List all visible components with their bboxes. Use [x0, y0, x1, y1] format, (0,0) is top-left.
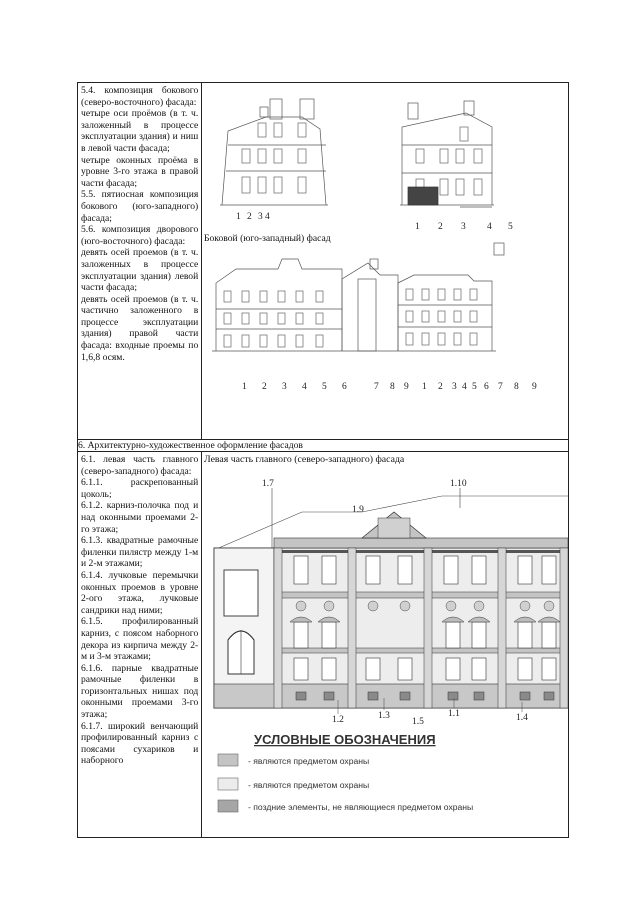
axis-label: 3 [258, 212, 263, 222]
callout-label: 1.10 [450, 479, 467, 489]
section6-text [78, 452, 201, 767]
section5-row [78, 83, 569, 440]
axis-label: 8 [390, 382, 395, 392]
axis-label: 2 [247, 212, 252, 222]
legend-swatch [218, 754, 238, 766]
text-6-1-7: 6.1.7. широкий венчающий профилированный карниз с поясами сухариков и наборного [81, 720, 199, 767]
section5-drawings [202, 83, 568, 439]
legend-swatch [218, 778, 238, 790]
section5-text-cell [78, 83, 202, 440]
northeast-facade-drawing [220, 99, 328, 205]
section6-drawing [202, 452, 568, 837]
text-6-1-4: 6.1.4. лучковые перемычки оконных проемов в уровне 2-ого этажа, лучковые сандрики над ними; [81, 569, 199, 616]
southwest-facade-axes [415, 222, 513, 232]
legend [218, 732, 473, 812]
axis-label: 9 [404, 382, 409, 392]
axis-label: 7 [498, 382, 503, 392]
axis-label: 6 [484, 382, 489, 392]
callout-label: 1.3 [378, 711, 391, 721]
text-5-4: 5.4. композиция бокового (северо-восточного) фасада: [81, 85, 199, 108]
text-5-4-b: четыре оконных проёма в уровне 3-го этажа в правой части фасада; [81, 154, 199, 189]
document-table [77, 82, 569, 838]
text-5-5: 5.5. пятиосная композиция бокового (юго-западного) фасада; [81, 189, 199, 224]
axis-label: 2 [438, 222, 443, 232]
legend-item-label: - являются предметом охраны [248, 780, 370, 790]
southwest-facade-drawing [400, 101, 494, 207]
main-facade-caption: Левая часть главного (северо-западного) фасада [204, 454, 405, 465]
text-5-6: 5.6. композиция дворового (юго-восточного) фасада: [81, 224, 199, 247]
axis-label: 3 [461, 222, 466, 232]
callout-label: 1.7 [262, 479, 275, 489]
axis-label: 4 [265, 212, 270, 222]
axis-label: 5 [508, 222, 513, 232]
northeast-facade-axes [236, 212, 270, 222]
axis-label: 2 [262, 382, 267, 392]
axis-label: 2 [438, 382, 443, 392]
axis-label: 4 [462, 382, 467, 392]
text-6-1-6: 6.1.6. парные квадратные рамочные филенки в горизонтальных нишах под оконными проемами 3-го этажа; [81, 662, 199, 721]
callout-label: 1.4 [516, 713, 529, 723]
section5-text [78, 83, 201, 363]
text-6-1-1: 6.1.1. раскрепованный цоколь; [81, 477, 199, 500]
yard-facade-axes [242, 382, 537, 392]
text-6-1-3: 6.1.3. квадратные рамочные филенки пилястр между 1-м и 2-м этажами; [81, 535, 199, 570]
axis-label: 3 [452, 382, 457, 392]
section5-drawings-cell [202, 83, 569, 440]
axis-label: 1 [415, 222, 420, 232]
legend-item-label: - являются предметом охраны [248, 756, 370, 766]
text-6-1-5: 6.1.5. профилированный карниз, с поясом наборного декора из кирпича между 2-м и 3-м этажами; [81, 616, 199, 663]
text-5-6-b: девять осей проемов (в т. ч. частично заложенного в процессе эксплуатации здания) правой части фасада: входные проемы по 1,6,8 осям. [81, 293, 199, 363]
axis-label: 5 [472, 382, 477, 392]
text-5-6-a: девять осей проемов (в т. ч. заложенных в процессе эксплуатации здания) левой части фасада; [81, 247, 199, 294]
section6-header-row [78, 440, 569, 452]
axis-label: 1 [242, 382, 247, 392]
legend-item-label: - поздние элементы, не являющиеся предметом охраны [248, 802, 474, 812]
section6-header: 6. Архитектурно-художественное оформление фасадов [78, 440, 569, 452]
callout-label: 1.9 [352, 505, 365, 515]
axis-label: 5 [322, 382, 327, 392]
axis-label: 4 [487, 222, 492, 232]
axis-label: 8 [514, 382, 519, 392]
text-6-1: 6.1. левая часть главного (северо-западного) фасада: [81, 454, 199, 477]
legend-swatch [218, 800, 238, 812]
callout-label: 1.5 [412, 717, 425, 727]
yard-facade-drawing [212, 243, 504, 351]
section6-text-cell [78, 452, 202, 838]
section6-row [78, 452, 569, 838]
southwest-facade-caption: Боковой (юго-западный) фасад [204, 233, 331, 244]
axis-label: 9 [532, 382, 537, 392]
section6-drawing-cell [202, 452, 569, 838]
axis-label: 7 [374, 382, 379, 392]
text-5-4-a: четыре оси проёмов (в т. ч. заложенный в процессе эксплуатации здания) и ниш в левой части фасада; [81, 108, 199, 154]
callout-label: 1.1 [448, 709, 461, 719]
axis-label: 1 [422, 382, 427, 392]
main-facade-elevation [214, 479, 568, 727]
axis-label: 6 [342, 382, 347, 392]
text-6-1-2: 6.1.2. карниз-полочка под и над оконными проемами 2-го этажа; [81, 500, 199, 535]
axis-label: 4 [302, 382, 307, 392]
axis-label: 1 [236, 212, 241, 222]
legend-title: УСЛОВНЫЕ ОБОЗНАЧЕНИЯ [254, 732, 436, 747]
callout-label: 1.2 [332, 715, 345, 725]
axis-label: 3 [282, 382, 287, 392]
